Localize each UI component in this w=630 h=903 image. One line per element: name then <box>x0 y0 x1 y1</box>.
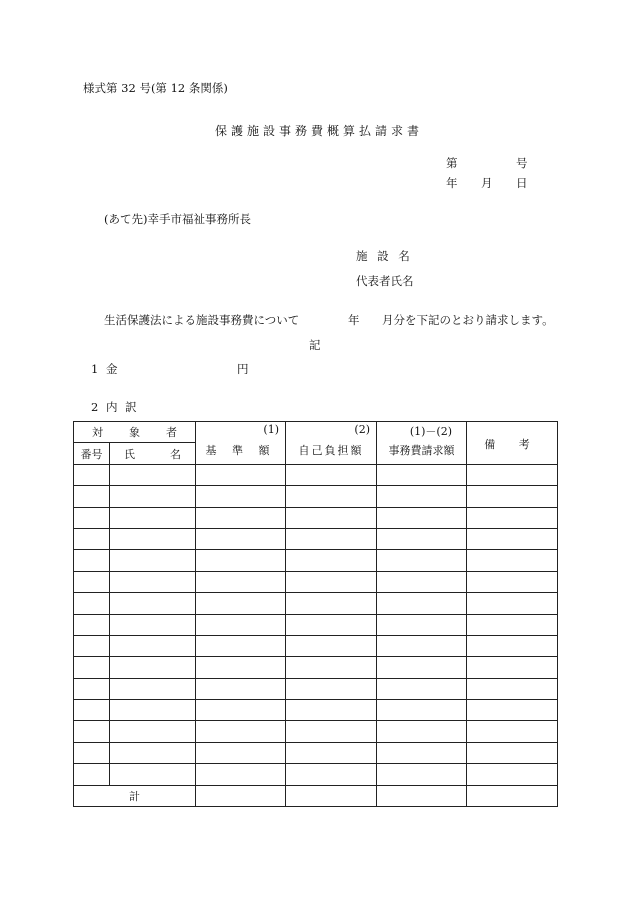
document-title: 保護施設事務費概算払請求書 <box>215 124 424 138</box>
table-cell[interactable] <box>74 507 110 528</box>
table-row <box>74 550 558 571</box>
table-cell[interactable] <box>467 486 558 507</box>
table-cell[interactable] <box>377 507 467 528</box>
table-header-row <box>74 422 558 443</box>
table-cell[interactable] <box>286 785 377 806</box>
table-cell[interactable] <box>74 678 110 699</box>
table-cell[interactable] <box>286 764 377 785</box>
subject-header-char: 象 <box>129 426 140 440</box>
table-cell[interactable] <box>110 486 196 507</box>
table-cell[interactable] <box>74 742 110 763</box>
doc-number-suffix: 号 <box>516 156 528 170</box>
table-row <box>74 721 558 742</box>
request-text-end: 月分を下記のとおり請求します。 <box>382 313 554 327</box>
table-cell[interactable] <box>74 700 110 721</box>
table-cell[interactable] <box>286 742 377 763</box>
table-cell[interactable] <box>286 700 377 721</box>
table-cell[interactable] <box>74 593 110 614</box>
table-cell[interactable] <box>377 486 467 507</box>
table-cell[interactable] <box>286 486 377 507</box>
table-row <box>74 528 558 549</box>
table-cell[interactable] <box>467 507 558 528</box>
table-cell[interactable] <box>196 785 286 806</box>
table-cell[interactable] <box>74 464 110 485</box>
table-cell[interactable] <box>110 721 196 742</box>
table-cell[interactable] <box>196 678 286 699</box>
table-cell[interactable] <box>377 742 467 763</box>
table-cell[interactable] <box>74 721 110 742</box>
addressee: (あて先)幸手市福祉事務所長 <box>104 212 251 226</box>
table-cell[interactable] <box>74 657 110 678</box>
table-cell[interactable] <box>286 571 377 592</box>
table-cell[interactable] <box>377 635 467 656</box>
table-cell[interactable] <box>467 593 558 614</box>
claim-label: 事務費請求額 <box>388 443 455 457</box>
table-cell[interactable] <box>110 657 196 678</box>
total-label: 計 <box>74 785 196 806</box>
table-cell[interactable] <box>196 571 286 592</box>
total-row <box>74 785 558 806</box>
table-cell[interactable] <box>377 571 467 592</box>
table-cell[interactable] <box>74 528 110 549</box>
table-cell[interactable] <box>110 614 196 635</box>
remarks-label: 備 考 <box>484 437 540 451</box>
table-cell[interactable] <box>74 550 110 571</box>
table-cell[interactable] <box>110 764 196 785</box>
claim-header <box>377 422 467 465</box>
breakdown-table <box>73 421 558 807</box>
table-row <box>74 700 558 721</box>
table-row <box>74 486 558 507</box>
table-cell[interactable] <box>377 657 467 678</box>
table-cell[interactable] <box>196 635 286 656</box>
table-cell[interactable] <box>286 507 377 528</box>
table-cell[interactable] <box>467 742 558 763</box>
table-cell[interactable] <box>74 614 110 635</box>
request-year: 年 <box>348 313 360 327</box>
table-row <box>74 635 558 656</box>
table-cell[interactable] <box>286 721 377 742</box>
table-cell[interactable] <box>286 614 377 635</box>
form-number: 様式第 32 号(第 12 条関係) <box>83 81 228 95</box>
table-row <box>74 678 558 699</box>
table-cell[interactable] <box>196 464 286 485</box>
claim-number: (1)－(2) <box>409 425 452 438</box>
table-cell[interactable] <box>110 678 196 699</box>
table-cell[interactable] <box>467 550 558 571</box>
request-text: 生活保護法による施設事務費について <box>104 313 300 327</box>
table-cell[interactable] <box>377 700 467 721</box>
base-amount-header <box>196 422 286 465</box>
self-pay-label: 自己負担額 <box>298 443 364 457</box>
facility-name-label: 施 設 名 <box>356 249 413 263</box>
table-cell[interactable] <box>110 742 196 763</box>
table-cell[interactable] <box>110 528 196 549</box>
subject-header-char: 対 <box>92 426 103 440</box>
table-cell[interactable] <box>196 550 286 571</box>
table-cell[interactable] <box>74 635 110 656</box>
table-cell[interactable] <box>110 507 196 528</box>
subject-header-char: 者 <box>166 426 177 440</box>
table-cell[interactable] <box>467 678 558 699</box>
table-cell[interactable] <box>196 593 286 614</box>
doc-number-prefix: 第 <box>446 156 458 170</box>
table-row <box>74 614 558 635</box>
date-day: 日 <box>516 176 528 190</box>
name-header-char: 氏 <box>124 447 135 461</box>
date-month: 月 <box>481 176 493 190</box>
table-cell[interactable] <box>196 528 286 549</box>
table-cell[interactable] <box>110 571 196 592</box>
representative-label: 代表者氏名 <box>356 274 414 288</box>
base-amount-label: 基 準 額 <box>205 443 276 457</box>
table-cell[interactable] <box>467 700 558 721</box>
table-cell[interactable] <box>377 721 467 742</box>
table-cell[interactable] <box>286 593 377 614</box>
table-row <box>74 464 558 485</box>
table-cell[interactable] <box>196 507 286 528</box>
table-cell[interactable] <box>467 464 558 485</box>
table-cell[interactable] <box>286 550 377 571</box>
date-year: 年 <box>446 176 458 190</box>
table-row <box>74 593 558 614</box>
table-row <box>74 742 558 763</box>
self-pay-number: (2) <box>354 423 370 436</box>
table-cell[interactable] <box>196 486 286 507</box>
table-cell[interactable] <box>467 614 558 635</box>
amount-unit: 円 <box>237 362 249 376</box>
table-cell[interactable] <box>110 635 196 656</box>
table-cell[interactable] <box>467 721 558 742</box>
table-cell[interactable] <box>377 550 467 571</box>
table-cell[interactable] <box>110 464 196 485</box>
name-header-char: 名 <box>170 447 181 461</box>
table-cell[interactable] <box>196 742 286 763</box>
table-cell[interactable] <box>286 678 377 699</box>
table-cell[interactable] <box>377 678 467 699</box>
table-cell[interactable] <box>467 764 558 785</box>
table-cell[interactable] <box>377 764 467 785</box>
table-cell[interactable] <box>377 593 467 614</box>
table-cell[interactable] <box>467 571 558 592</box>
table-cell[interactable] <box>467 657 558 678</box>
name-header <box>110 443 196 464</box>
table-cell[interactable] <box>196 700 286 721</box>
table-cell[interactable] <box>286 635 377 656</box>
table-row <box>74 571 558 592</box>
table-cell[interactable] <box>467 528 558 549</box>
table-cell[interactable] <box>467 785 558 806</box>
table-cell[interactable] <box>196 764 286 785</box>
table-cell[interactable] <box>286 657 377 678</box>
self-pay-header <box>286 422 377 465</box>
table-cell[interactable] <box>110 593 196 614</box>
base-amount-number: (1) <box>263 423 279 436</box>
table-cell[interactable] <box>377 464 467 485</box>
table-cell[interactable] <box>467 635 558 656</box>
table-row <box>74 764 558 785</box>
number-header: 番号 <box>74 443 110 464</box>
table-cell[interactable] <box>196 721 286 742</box>
table-cell[interactable] <box>286 464 377 485</box>
table-cell[interactable] <box>196 614 286 635</box>
table-cell[interactable] <box>110 550 196 571</box>
breakdown-label: 2 内 訳 <box>91 400 139 414</box>
subject-header <box>74 422 196 443</box>
table-cell[interactable] <box>196 657 286 678</box>
amount-label: 1 金 <box>91 362 120 376</box>
remarks-header <box>467 422 558 465</box>
table-cell[interactable] <box>286 528 377 549</box>
table-cell[interactable] <box>74 486 110 507</box>
table-cell[interactable] <box>110 700 196 721</box>
table-row <box>74 507 558 528</box>
table-cell[interactable] <box>377 528 467 549</box>
table-cell[interactable] <box>377 785 467 806</box>
ki-heading: 記 <box>309 338 321 352</box>
table-cell[interactable] <box>377 614 467 635</box>
table-cell[interactable] <box>74 571 110 592</box>
table-cell[interactable] <box>74 764 110 785</box>
table-row <box>74 657 558 678</box>
